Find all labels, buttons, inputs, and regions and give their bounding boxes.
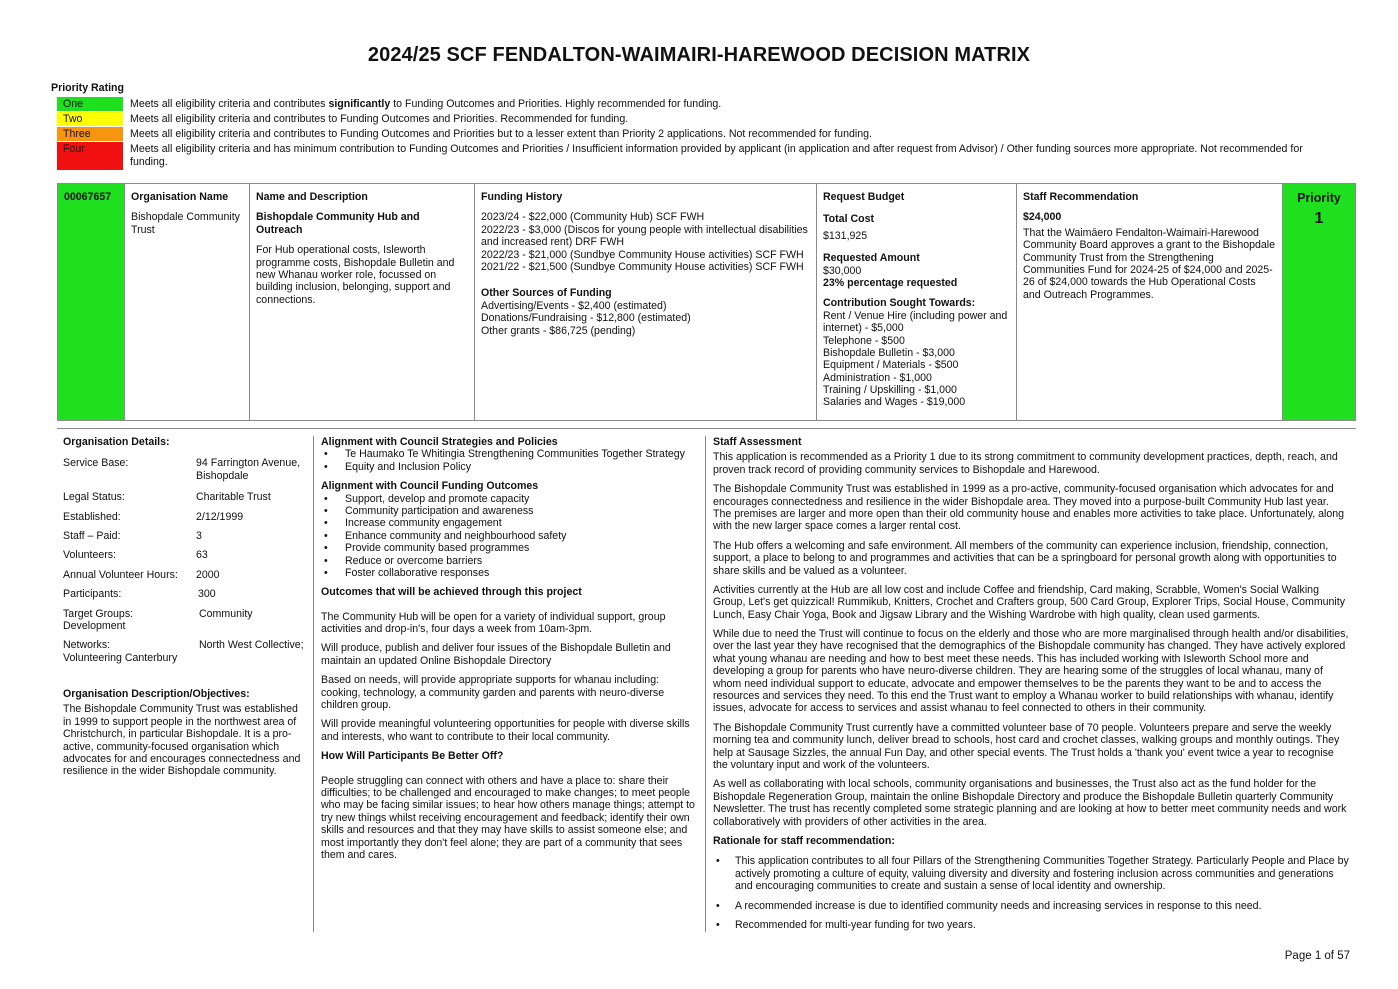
better-off-heading: How Will Participants Be Better Off? [321,750,504,763]
detail-value-continued: Volunteering Canterbury [63,651,178,664]
funding-history-cell [475,184,817,420]
contribution-item: Salaries and Wages - $19,000 [823,396,966,409]
contribution-item: Equipment / Materials - $500 [823,359,959,372]
funding-history-item: 2022/23 - $21,000 (Sundbye Community House activities) SCF FWH [481,248,804,261]
priority-heading: Priority [1297,191,1341,205]
priority-rating-row-one [57,97,1347,111]
funding-outcomes-list [321,493,699,580]
detail-value: 2000 [196,568,220,581]
priority-description-three: Meets all eligibility criteria and contributes to Funding Outcomes and Priorities but to a lesser extent than Priority 2 applications. Not recommended for funding. [130,128,872,140]
detail-value: 300 [198,588,216,601]
priority-swatch-three: Three [57,127,123,141]
list-item: • Recommended for multi-year funding for two years. [713,919,1349,931]
organisation-details-heading: Organisation Details: [63,436,170,448]
funding-history-heading: Funding History [481,191,563,203]
project-outcome-paragraph: Will provide meaningful volunteering opportunities for people with diverse skills and interests, who want to contribute to their local community. [321,718,690,743]
list-item: • Enhance community and neighbourhood safety [321,530,699,542]
organisation-name-cell [125,184,250,420]
funding-history-item: 2021/22 - $21,500 (Sundbye Community House activities) SCF FWH [481,260,804,273]
strategies-heading: Alignment with Council Strategies and Policies [321,436,558,448]
priority-swatch-two: Two [57,112,123,126]
organisation-details-column [57,436,314,932]
requested-percentage: 23% percentage requested [823,276,958,289]
staff-recommendation-text: That the Waimāero Fendalton-Waimairi-Harewood Community Board approves a grant to the Bishopdale Community Trust from the Strengthening Communities Fund for 2024-25 of $24,000 and 2025-26 of $24,000 towards the Hub Operational Costs and Outreach Programmes. [1023,226,1276,301]
detail-label: Participants: [63,588,122,601]
detail-value: North West Collective; [199,639,304,652]
requested-amount-value: $30,000 [823,264,862,277]
detail-row-networks [63,639,307,664]
priority-swatch-four: Four [57,142,123,170]
project-outcome-paragraph: The Community Hub will be open for a variety of individual support, group activities and drop-in's, four days a week from 10am-3pm. [321,610,666,636]
staff-recommendation-cell [1017,184,1283,420]
detail-label: Volunteers: [63,549,117,562]
detail-row-staff-paid [63,530,307,542]
list-item: • Increase community engagement [321,517,699,529]
contribution-heading: Contribution Sought Towards: [823,297,976,310]
staff-assessment-heading: Staff Assessment [713,436,802,448]
detail-value: Charitable Trust [196,491,271,504]
detail-label: Target Groups: [63,607,134,620]
request-budget-cell [817,184,1017,420]
funding-history-item: 2023/24 - $22,000 (Community Hub) SCF FWH [481,211,705,224]
other-funding-item: Advertising/Events - $2,400 (estimated) [481,299,667,312]
assessment-paragraph: As well as collaborating with local schools, community organisations and businesses, the Trust also act as the fund holder for the Bishopdale Regeneration Group, maintain the online Bishopdale Directory and produce the Bishopdale Bulletin quarterly Community Newsletter. The trust has recently completed some strategic planning and are looking at how to better meet community needs and work collaboratively with providers of other activities in the area. [713,778,1347,828]
list-item: • Provide community based programmes [321,542,699,554]
funding-outcomes-heading: Alignment with Council Funding Outcomes [321,480,539,493]
assessment-paragraph: The Bishopdale Community Trust was established in 1999 as a pro-active, community-focused organisation which advocates for and encourages connectedness and resilience in the wider Bishopdale area. They moved into a purpose-built Community Hub last year. The premises are larger and more open than their old community house and enables more activities to take place. Unfortunately, along with the new larger space comes a larger rental cost. [713,483,1345,533]
page-number: Page 1 of 57 [1284,950,1350,962]
staff-recommendation-amount: $24,000 [1023,211,1062,224]
detail-value-continued: Development [63,619,126,632]
contribution-item: Rent / Venue Hire (including power and internet) - $5,000 [823,309,1008,335]
list-item: • Community participation and awareness [321,505,699,517]
contribution-item: Administration - $1,000 [823,371,932,384]
organisation-description-text: The Bishopdale Community Trust was established in 1999 to support people in the northwest area of Christchurch, in particular Bishopdale. It is a pro-active, community-focused organisation which advocates for and encourages connectedness and resilience in the wider Bishopdale community. [63,703,301,778]
priority-swatch-one: One [57,97,123,111]
priority-description-one: Meets all eligibility criteria and contributes significantly to Funding Outcomes and Priorities. Highly recommended for funding. [130,98,722,110]
organisation-description-heading: Organisation Description/Objectives: [63,688,250,701]
priority-rating-row-three [57,127,1347,141]
priority-rating-row-four [57,142,1347,170]
detail-label: Legal Status: [63,491,125,504]
list-item: • Equity and Inclusion Policy [321,461,699,473]
detail-label: Staff – Paid: [63,529,121,542]
priority-description-two: Meets all eligibility criteria and contributes to Funding Outcomes and Priorities. Recommended for funding. [130,113,629,125]
detail-value: 94 Farrington Avenue, Bishopdale [196,457,301,482]
organisation-name-heading: Organisation Name [131,191,229,203]
detail-label: Service Base: [63,457,129,470]
list-item: • A recommended increase is due to identified community needs and increasing services in response to this need. [713,900,1349,912]
section-divider [57,428,1356,429]
priority-description-four: Meets all eligibility criteria and has minimum contribution to Funding Outcomes and Priorities / Insufficient information provided by applicant (in application and after request from Advisor) / Other funding sources more appropriate. Not recommended for funding. [130,143,1303,168]
detail-row-legal-status [63,491,307,503]
detail-value: 63 [196,549,208,562]
other-funding-item: Other grants - $86,725 (pending) [481,324,636,337]
application-id-cell [58,184,125,420]
other-funding-item: Donations/Fundraising - $12,800 (estimated) [481,312,691,325]
priority-value: 1 [1314,209,1324,227]
detail-row-established [63,511,307,523]
assessment-paragraph: This application is recommended as a Priority 1 due to its strong commitment to community development practices, depth, reach, and proven track record of providing community services to Bishopdale and Harewood. [713,451,1338,476]
priority-rating-heading: Priority Rating [51,82,124,94]
detail-row-service-base [63,457,307,482]
detail-row-participants [63,588,307,600]
detail-row-volunteers [63,549,307,561]
assessment-paragraph: The Bishopdale Community Trust currently have a committed volunteer base of 70 people. Volunteers prepare and serve the weekly morning tea and community lunch, deliver bread to schools, host card and crochet classes, walking groups and monthly outings. They help at Sausage Sizzles, the annual Fun Day, and other special events. The Trust holds a 'thank you' event twice a year to recognise the voluntary input and work of the volunteers. [713,721,1340,771]
contribution-item: Telephone - $500 [823,334,905,347]
project-name: Bishopdale Community Hub and Outreach [256,211,420,236]
staff-assessment-column [707,436,1355,932]
staff-recommendation-heading: Staff Recommendation [1023,191,1139,203]
project-outcome-paragraph: Will produce, publish and deliver four issues of the Bishopdale Bulletin and maintain an updated Online Bishopdale Directory [321,642,671,667]
priority-rating-row-two [57,112,1347,126]
list-item: • Support, develop and promote capacity [321,493,699,505]
detail-label: Networks: [63,639,111,652]
organisation-name: Bishopdale Community Trust [131,211,240,236]
project-outcomes-heading: Outcomes that will be achieved through this project [321,586,582,599]
detail-value: 3 [196,529,202,542]
better-off-text: People struggling can connect with others and have a place to: share their difficulties; to be challenged and encouraged to make changes; to meet people who may be facing similar issues; to hear how others manage things; attempt to try new things whilst receiving encouragement and feedback; identify their own skills and resources and that they may have skills to assist someone else; and most importantly they don't feel alone; they are part of a community that sees them and cares. [321,774,695,861]
requested-amount-label: Requested Amount [823,252,920,265]
other-funding-heading: Other Sources of Funding [481,287,612,300]
project-outcome-paragraph: Based on needs, will provide appropriate supports for whanau including: cooking, technology, a community garden and parents with neuro-diverse children group. [321,674,665,712]
detail-label: Annual Volunteer Hours: [63,568,178,581]
detail-value: Community [199,607,253,620]
detail-label: Established: [63,510,121,523]
list-item: • This application contributes to all four Pillars of the Strengthening Communities Together Strategy. Particularly People and Place by actively promoting a culture of equity, valuing diversity and diversity and fostering inclusion across communities and generations and encouraging communities to create and sustain a sense of local identity and ownership. [713,855,1349,892]
application-summary-table [57,183,1356,421]
total-cost-value: $131,925 [823,229,868,242]
strategies-list [321,448,699,473]
project-description-cell [250,184,475,420]
project-description-heading: Name and Description [256,191,368,203]
alignment-column [315,436,706,932]
page-title: 2024/25 SCF FENDALTON-WAIMAIRI-HAREWOOD DECISION MATRIX [367,44,1031,66]
application-id: 00067657 [64,191,112,203]
request-budget-heading: Request Budget [823,191,905,203]
rationale-heading: Rationale for staff recommendation: [713,834,895,847]
assessment-paragraph: While due to need the Trust will continue to focus on the elderly and those who are more marginalised through health and/or disabilities, over the last year they have recognised that the demographics of the Bishopdale community has changed. They have actively explored what young whanau are needing and how to best meet these needs. This has included working with Isleworth School more and developing a group for parents who have neuro-diverse children. They are hearing some of the struggles of local whanau, many of whom need individual support to educate, advocate and empower themselves to be the parents they want to be and to access the resources and services they need. To this end the Trust want to employ a Whanau worker to build relationships with whanau, identify issues, advocate for access to services and assist whanau to feel connected to others in their community. [713,628,1349,715]
priority-cell [1283,184,1355,420]
detail-row-target-groups [63,608,307,633]
assessment-paragraph: Activities currently at the Hub are all low cost and include Coffee and friendship, Card making, Scrabble, Women's Social Walking Group, Let's get quizzical! Rummikub, Knitters, Crochet and Crafters group, 500 Card Group, Explorer Trips, Social House, Community Lunch, Easy Chair Yoga, Book and Jigsaw Library and the Wishing Wardrobe with high quality, clean used garments. [713,583,1346,621]
list-item: • Reduce or overcome barriers [321,555,699,567]
project-description: For Hub operational costs, Isleworth programme costs, Bishopdale Bulletin and new Whanau worker role, focussed on building inclusion, belonging, support and connections. [256,244,455,306]
detail-row-volunteer-hours [63,569,307,581]
contribution-item: Bishopdale Bulletin - $3,000 [823,346,955,359]
total-cost-label: Total Cost [823,213,875,226]
rationale-list [713,855,1349,931]
list-item: • Te Haumako Te Whitingia Strengthening Communities Together Strategy [321,448,699,460]
list-item: • Foster collaborative responses [321,567,699,579]
contribution-item: Training / Upskilling - $1,000 [823,384,957,397]
detail-value: 2/12/1999 [196,510,244,523]
assessment-paragraph: The Hub offers a welcoming and safe environment. All members of the community can experience inclusion, friendship, connection, support, a place to belong to and programmes and activities that can be a springboard for personal growth along with opportunities to share skills and be valued as a volunteer. [713,539,1337,577]
funding-history-item: 2022/23 - $3,000 (Discos for young people with intellectual disabilities and increased rent) DRF FWH [481,223,808,249]
